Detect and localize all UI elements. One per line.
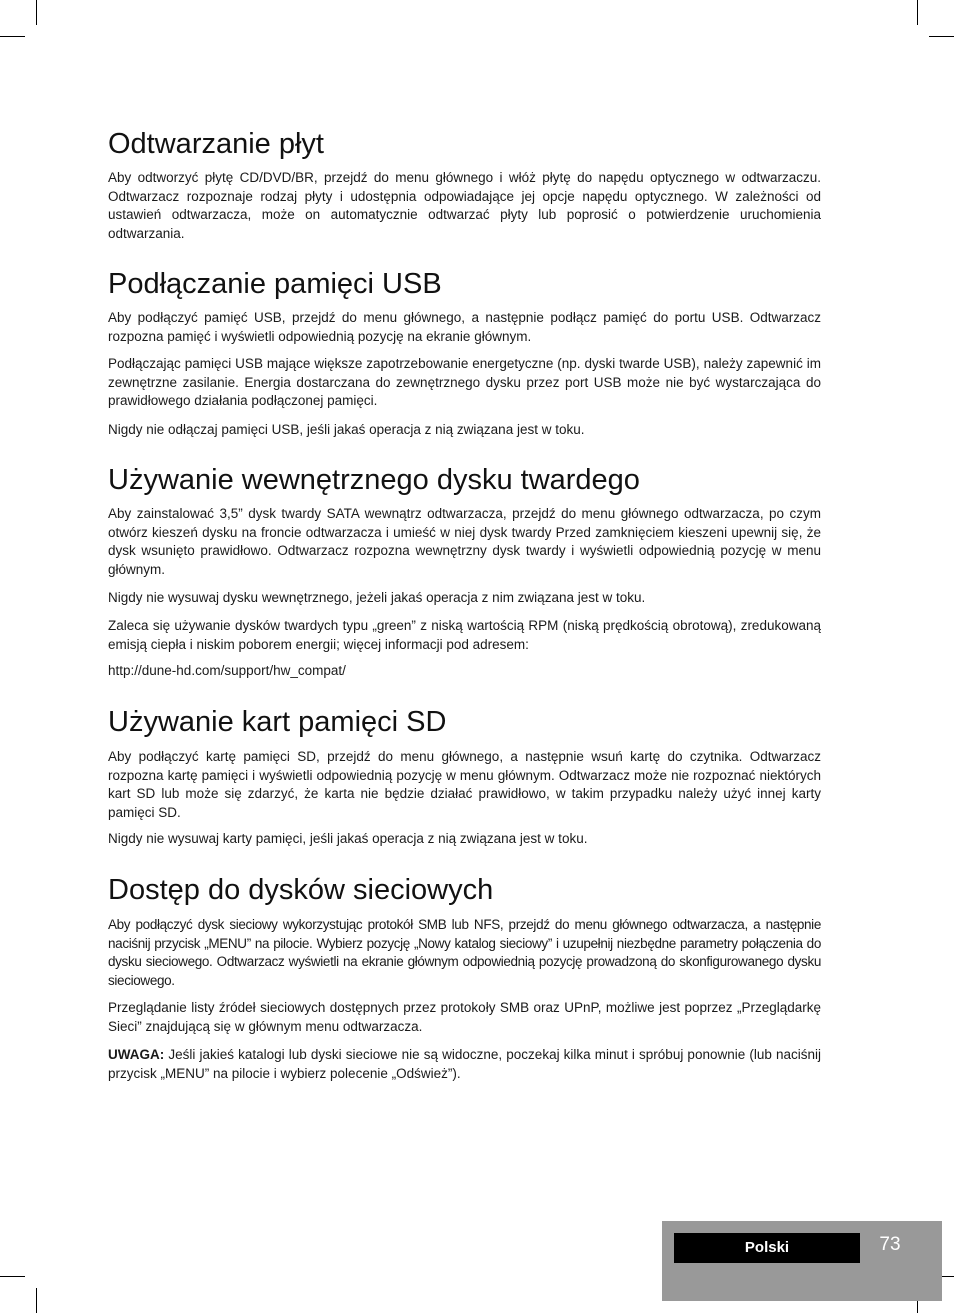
paragraph: Nigdy nie odłączaj pamięci USB, jeśli jakaś operacja z nią związana jest w toku. [108, 422, 585, 437]
paragraph: Zaleca się używanie dysków twardych typu „green” z niską wartością RPM (niską prędkością obrotową), zredukowaną emisją ciepła i niskim poborem energii; więcej informacji pod adresem: [108, 618, 821, 652]
section-heading: Używanie wewnętrznego dysku twardego [108, 464, 640, 496]
section-heading: Używanie kart pamięci SD [108, 706, 447, 738]
url-text: http://dune-hd.com/support/hw_compat/ [108, 663, 346, 678]
section-heading: Dostęp do dysków sieciowych [108, 874, 494, 906]
crop-mark [0, 36, 25, 37]
paragraph: Aby podłączyć pamięć USB, przejdź do menu głównego, a następnie podłącz pamięć do portu USB. Odtwarzacz rozpozna pamięć i wyświetli odpowiednią pozycję na ekranie głównym. [108, 310, 821, 344]
paragraph: Podłączając pamięci USB mające większe zapotrzebowanie energetyczne (np. dyski twarde USB), należy zapewnić im zewnętrzne zasilanie. Energia dostarczana do zewnętrznego dysku przez port USB może nie być wystarczająca do prawidłowego działania podłączonej pamięci. [108, 356, 821, 408]
paragraph: Aby zainstalować 3,5” dysk twardy SATA wewnątrz odtwarzacza, przejdź do menu głównego odtwarzacza, po czym otwórz kieszeń dysku na froncie odtwarzacza i umieść w niej dysk twardy Przed zamknięciem kieszeni upewnij się, że dysk wsunięto prawidłowo. Odtwarzacz rozpozna wewnętrzny dysk twardy i wyświetli odpowiednią pozycję w menu głównym. [108, 506, 821, 577]
footer-box [662, 1221, 942, 1301]
paragraph: Aby podłączyć dysk sieciowy wykorzystując protokół SMB lub NFS, przejdź do menu głównego odtwarzacza, a następnie naciśnij przycisk „MENU” na pilocie. Wybierz pozycję „Nowy katalog sieciowy” i uzupełnij niezbędne parametry połączenia do dysku sieciowego. Odtwarzacz wyświetli na ekranie głównym odpowiednią pozycję prowadzoną do skonfigurowanego dysku sieciowego. [108, 917, 821, 988]
paragraph: Aby podłączyć kartę pamięci SD, przejdź do menu głównego, a następnie wsuń kartę do czytnika. Odtwarzacz rozpozna kartę pamięci i wyświetli odpowiednią pozycję w menu głównym. Odtwarzacz może nie rozpoznać niektórych kart SD lub może się zdarzyć, że karta nie będzie działać prawidłowo, w takim przypadku należy użyć innej karty pamięci SD. [108, 749, 821, 820]
note-text: Jeśli jakieś katalogi lub dyski sieciowe nie są widoczne, poczekaj kilka minut i spróbuj ponownie (lub naciśnij przycisk „MENU” na pilocie i wybierz polecenie „Odśwież”). [108, 1047, 821, 1081]
paragraph: Przeglądanie listy źródeł sieciowych dostępnych przez protokoły SMB oraz UPnP, możliwe jest poprzez „Przeglądarkę Sieci” znajdującą się w głównym menu odtwarzacza. [108, 1000, 821, 1034]
section-heading: Odtwarzanie płyt [108, 128, 324, 160]
note-paragraph [108, 1046, 821, 1083]
crop-mark [929, 36, 954, 37]
note-label: UWAGA: [108, 1047, 165, 1062]
language-tab: Polski [674, 1233, 860, 1263]
section-heading: Podłączanie pamięci USB [108, 268, 442, 300]
crop-mark [0, 1276, 25, 1277]
paragraph: Nigdy nie wysuwaj karty pamięci, jeśli jakaś operacja z nią związana jest w toku. [108, 831, 588, 846]
crop-mark [36, 1288, 37, 1313]
paragraph: Nigdy nie wysuwaj dysku wewnętrznego, jeżeli jakaś operacja z nim związana jest w toku. [108, 590, 646, 605]
crop-mark [36, 0, 37, 25]
page-number: 73 [879, 1234, 901, 1255]
paragraph: Aby odtworzyć płytę CD/DVD/BR, przejdź do menu głównego i włóż płytę do napędu optycznego w odtwarzaczu. Odtwarzacz rozpoznaje rodzaj płyty i udostępnia odpowiadające jej opcje napędu optycznego. W zależności od ustawień odtwarzacza, może on automatycznie odtwarzać płyty lub poprosić o potwierdzenie uruchomienia odtwarzania. [108, 170, 821, 241]
crop-mark [917, 0, 918, 25]
